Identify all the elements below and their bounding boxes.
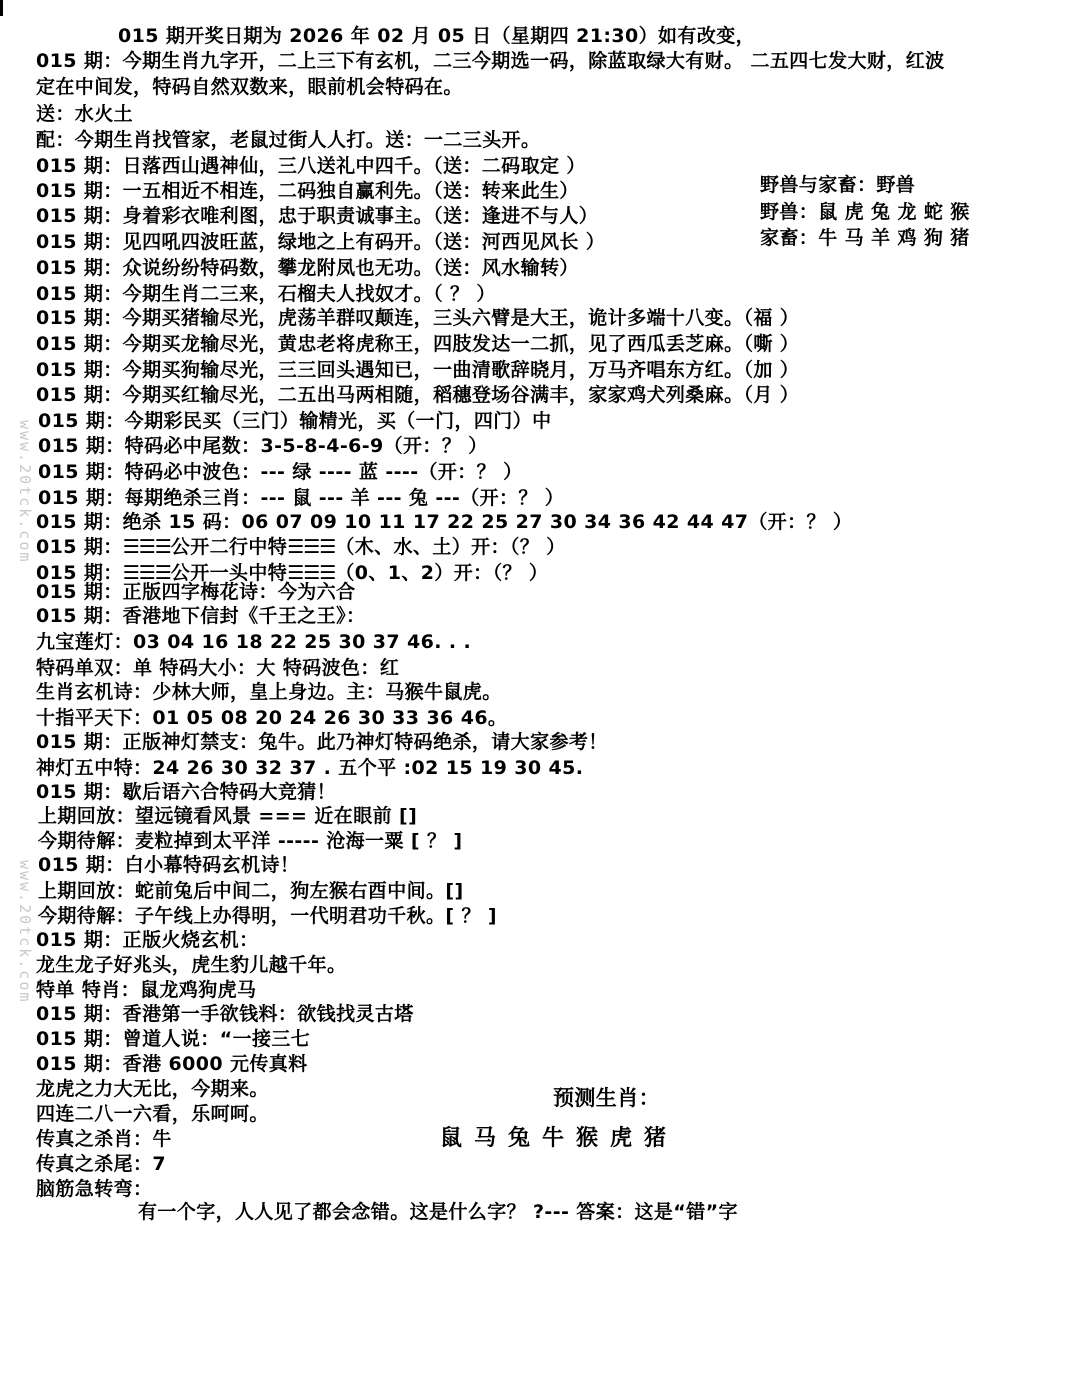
body-line: 四连二八一六看，乐呵呵。	[36, 1103, 269, 1125]
verse-line: 015 期：特码必中波色：--- 绿 ---- 蓝 ----（开：？ ）	[38, 461, 523, 483]
watermark: www.20tck.com	[16, 860, 34, 1004]
body-line: 015 期：香港 6000 元传真料	[36, 1053, 308, 1075]
body-line: 015 期：正版四字梅花诗：今为六合	[36, 581, 356, 603]
intro-line: 定在中间发，特码自然双数来，眼前机会特码在。	[36, 76, 463, 98]
body-line: 龙虎之力大无比，今期来。	[36, 1078, 269, 1100]
hex-line-text: 公开二行中特	[170, 536, 288, 558]
verse-line: 015 期：今期买猪输尽光，虎荡羊群叹颠连，三头六臂是大王，诡计多端十八变。（福 ）	[36, 307, 800, 329]
body-line: 特码单双：单 特码大小：大 特码波色：红	[36, 657, 400, 679]
side-panel-wild: 野兽：鼠 虎 兔 龙 蛇 猴	[760, 201, 970, 223]
body-line: 今期待解：子午线上办得明，一代明君功千秋。[ ？ ]	[38, 905, 497, 927]
body-line: 015 期：正版神灯禁支：兔牛。此乃神灯特码绝杀，请大家参考！	[36, 731, 608, 753]
body-line: 015 期：白小幕特码玄机诗！	[38, 854, 300, 876]
verse-line: 015 期：今期生肖二三来，石榴夫人找奴才。（ ？ ）	[36, 283, 496, 305]
prediction-zodiacs: 鼠马兔牛猴虎猪	[440, 1126, 679, 1151]
verse-line: 015 期：每期绝杀三肖：--- 鼠 --- 羊 --- 兔 ---（开：？ ）	[38, 487, 565, 509]
verse-line: 015 期：今期买龙输尽光，黄忠老将虎称王，四肢发达一二抓，见了西瓜丢芝麻。（嘶 ）	[36, 333, 800, 355]
verse-line: 015 期：众说纷纷特码数，攀龙附凤也无功。（送：风水输转）	[36, 257, 579, 279]
hex-line-prefix: 015 期：	[36, 562, 123, 584]
watermark: www.20tck.com	[16, 420, 34, 564]
body-line: 九宝莲灯：03 04 16 18 22 25 30 37 46. . .	[36, 631, 472, 653]
prediction-title: 预测生肖：	[553, 1086, 660, 1110]
body-line: 015 期：歇后语六合特码大竞猜！	[36, 781, 337, 803]
edge-bar	[0, 0, 3, 16]
trigram-icon: ☰☰☰	[122, 536, 171, 558]
gift-line: 送：水火土	[36, 103, 134, 125]
body-line: 传真之杀肖：牛	[36, 1128, 172, 1150]
hex-line	[36, 535, 566, 559]
verse-line: 015 期：今期买红输尽光，二五出马两相随，稻穗登场谷满丰，家家鸡犬列桑麻。（月 ）	[36, 384, 800, 406]
verse-line: 015 期：日落西山遇神仙，三八送礼中四千。（送：二码取定 ）	[36, 155, 586, 177]
body-line: 今期待解：麦粒掉到太平洋 ----- 沧海一粟 [ ？ ]	[38, 830, 463, 852]
hex-line-suffix: （0、1、2）开：（？ ）	[335, 562, 549, 584]
body-line: 神灯五中特：24 26 30 32 37 . 五个平 :02 15 19 30 45.	[36, 757, 584, 779]
body-line: 015 期：香港地下信封《千王之王》：	[36, 605, 366, 627]
trigram-icon: ☰☰☰	[287, 562, 336, 584]
body-line: 上期回放：望远镜看风景 === 近在眼前 []	[38, 805, 418, 827]
draw-date-line: 015 期开奖日期为 2026 年 02 月 05 日（星期四 21:30）如有改变，	[118, 25, 756, 47]
body-line: 015 期：曾道人说：“一接三七	[36, 1028, 311, 1050]
side-panel-title: 野兽与家畜：野兽	[760, 174, 916, 196]
verse-line: 015 期：见四吼四波旺蓝，绿地之上有码开。（送：河西见风长 ）	[36, 231, 606, 253]
verse-line: 015 期：特码必中尾数：3-5-8-4-6-9（开：？ ）	[38, 435, 488, 457]
intro-line: 015 期：今期生肖九字开，二上三下有玄机，二三今期选一码，除蓝取绿大有财。 二五四七发大财，红波	[36, 50, 945, 72]
body-line: 015 期：正版火烧玄机：	[36, 929, 259, 951]
verse-line: 015 期：绝杀 15 码：06 07 09 10 11 17 22 25 27 30 34 36 42 44 47（开：？ ）	[36, 511, 853, 533]
verse-line: 015 期：身着彩衣唯利图，忠于职责诚事主。（送：逢进不与人）	[36, 205, 599, 227]
body-line: 015 期：香港第一手欲钱料：欲钱找灵古塔	[36, 1003, 414, 1025]
hex-line-suffix: （木、水、土）开：（？ ）	[335, 536, 566, 558]
body-line: 龙生龙子好兆头，虎生豹儿越千年。	[36, 954, 347, 976]
body-line: 特单 特肖：鼠龙鸡狗虎马	[36, 979, 257, 1001]
riddle-line: 有一个字，人人见了都会念错。这是什么字？ ?--- 答案：这是“错”字	[138, 1201, 738, 1223]
verse-line: 015 期：今期彩民买（三门）输精光，买（一门，四门）中	[38, 410, 552, 432]
side-panel-domestic: 家畜：牛 马 羊 鸡 狗 猪	[760, 227, 970, 249]
hex-line-text: 公开一头中特	[170, 562, 288, 584]
trigram-icon: ☰☰☰	[122, 562, 171, 584]
body-line: 上期回放：蛇前兔后中间二，狗左猴右酉中间。[]	[38, 880, 464, 902]
pair-line: 配：今期生肖找管家，老鼠过街人人打。送：一二三头开。	[36, 129, 541, 151]
body-line: 十指平天下：01 05 08 20 24 26 30 33 36 46。	[36, 707, 508, 729]
body-line: 脑筋急转弯：	[36, 1178, 153, 1200]
verse-line: 015 期：今期买狗输尽光，三三回头遇知已，一曲清歌辞晓月，万马齐唱东方红。（加 ）	[36, 359, 800, 381]
verse-line: 015 期：一五相近不相连，二码独自赢利先。（送：转来此生）	[36, 180, 579, 202]
body-line: 生肖玄机诗：少林大师，皇上身边。主：马猴牛鼠虎。	[36, 681, 502, 703]
trigram-icon: ☰☰☰	[287, 536, 336, 558]
body-line: 传真之杀尾：7	[36, 1153, 167, 1175]
hex-line-prefix: 015 期：	[36, 536, 123, 558]
